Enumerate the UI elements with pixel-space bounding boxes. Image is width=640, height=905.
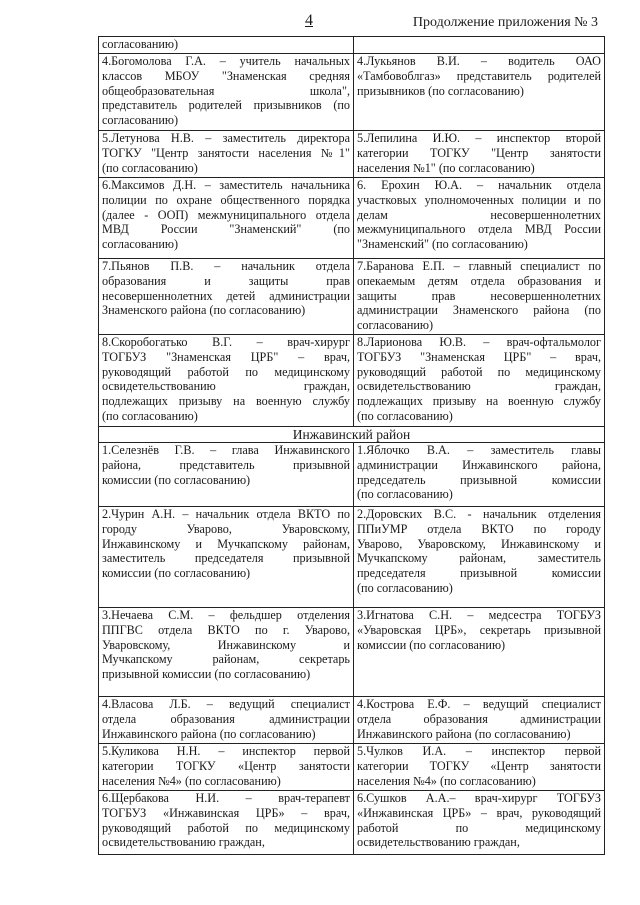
- cell-text-line: ТОГБУЗ «Инжавинская ЦРБ» – врач,: [102, 805, 350, 820]
- table-row: [99, 54, 605, 131]
- left-cell: [99, 335, 354, 427]
- cell-text-line: (по согласованию): [102, 160, 198, 175]
- cell-text-line: комиссии (по согласованию): [102, 472, 251, 487]
- cell-text-line: 7.Баранова Е.П. – главный специалист по: [357, 259, 601, 273]
- cell-text-line: защиты прав несовершеннолетних: [357, 288, 601, 303]
- cell-text-line: населения №4» (по согласованию): [102, 773, 281, 788]
- cell-text-line: Инжавинского района (по согласованию): [102, 726, 316, 741]
- cell-text-line: 6.Сушков А.А.– врач-хирург ТОГБУЗ: [357, 791, 601, 805]
- cell-text-line: подлежащих призыву на военную службу: [357, 394, 601, 409]
- cell-text-line: образования и защиты прав: [102, 273, 350, 288]
- table-row: [99, 744, 605, 791]
- cell-text-line: 3.Игнатова С.Н. – медсестра ТОГБУЗ: [357, 608, 601, 622]
- table-row: [99, 697, 605, 744]
- cell-text-line: городу Уварово, Уваровскому,: [102, 521, 350, 536]
- cell-text-line: (по согласованию): [102, 408, 198, 423]
- district-heading: Инжавинский район: [99, 427, 605, 443]
- cell-text-line: ТОГКУ "Центр занятости населения №1": [102, 145, 350, 160]
- cell-text-line: «Инжавинская ЦРБ» – врач, руководящий: [357, 805, 601, 820]
- page-number: 4: [305, 12, 313, 29]
- cell-text-line: ТОГБУЗ "Знаменская ЦРБ" – врач,: [357, 349, 601, 364]
- right-cell: [354, 744, 605, 791]
- left-cell: [99, 54, 354, 131]
- cell-text-line: (по согласованию): [357, 580, 453, 595]
- right-cell: [354, 54, 605, 131]
- cell-text-line: общеобразовательная школа",: [102, 83, 350, 98]
- cell-text-line: 1.Селезнёв Г.В. – глава Инжавинского: [102, 443, 350, 457]
- cell-text-line: «Тамбовоблгаз» представитель родителей: [357, 68, 601, 83]
- cell-text-line: руководящий работой по медицинскому: [102, 364, 350, 379]
- page-header: [0, 0, 640, 36]
- cell-text-line: заместитель председателя призывной: [102, 551, 350, 566]
- cell-text-line: председателя призывной комиссии: [357, 566, 601, 581]
- cell-text-line: категории ТОГКУ «Центр занятости: [102, 758, 350, 773]
- cell-text-line: участковых уполномоченных полиции и по: [357, 192, 601, 207]
- cell-text-line: согласованию): [102, 37, 179, 51]
- table-row: [99, 791, 605, 855]
- cell-text-line: Уваровскому, Инжавинскому и: [102, 637, 350, 652]
- cell-text-line: 8.Скоробогатько В.Г. – врач-хирург: [102, 335, 350, 349]
- table-row: [99, 259, 605, 335]
- cell-text-line: комиссии (по согласованию): [102, 566, 251, 581]
- table-row: [99, 37, 605, 54]
- cell-text-line: Мучкапскому районам, секретарь: [102, 652, 350, 667]
- right-cell: [354, 335, 605, 427]
- commission-members-table: [98, 36, 605, 855]
- right-cell: [354, 131, 605, 178]
- right-cell: [354, 608, 605, 697]
- cell-text-line: МВД России "Знаменский" (по: [102, 222, 350, 237]
- right-cell: [354, 37, 605, 54]
- cell-text-line: 6.Щербакова Н.И. – врач-терапевт: [102, 791, 350, 805]
- table-row: [99, 443, 605, 507]
- left-cell: [99, 697, 354, 744]
- cell-text-line: Знаменского района (по согласованию): [102, 303, 306, 318]
- cell-text-line: 4.Лукьянов В.И. – водитель ОАО: [357, 54, 601, 68]
- cell-text-line: межмуниципального отдела МВД России: [357, 222, 601, 237]
- right-cell: [354, 178, 605, 259]
- cell-text-line: «Уваровская ЦРБ», секретарь призывной: [357, 622, 601, 637]
- cell-text-line: Инжавинского района (по согласованию): [357, 726, 571, 741]
- cell-text-line: Инжавинскому и Мучкапскому районам,: [102, 536, 350, 551]
- cell-text-line: освидетельствованию граждан,: [357, 835, 520, 850]
- cell-text-line: 2.Доровских В.С. - начальник отделения: [357, 507, 601, 521]
- right-cell: [354, 791, 605, 855]
- cell-text-line: согласованию): [102, 113, 179, 128]
- cell-text-line: Мучкапскому районам, заместитель: [357, 551, 601, 566]
- cell-text-line: администрации Инжавинского района,: [357, 457, 601, 472]
- table-row: [99, 131, 605, 178]
- cell-text-line: комиссии (по согласованию): [357, 637, 506, 652]
- cell-text-line: (далее - ООП) межмуниципального отдела: [102, 207, 350, 222]
- cell-text-line: 5.Летунова Н.В. – заместитель директора: [102, 131, 350, 145]
- cell-text-line: освидетельствованию граждан,: [102, 835, 265, 850]
- cell-text-line: 5.Лепилина И.Ю. – инспектор второй: [357, 131, 601, 145]
- cell-text-line: призывной комиссии (по согласованию): [102, 667, 311, 682]
- cell-text-line: 4.Власова Л.Б. – ведущий специалист: [102, 697, 350, 711]
- cell-text-line: ППиУМР отдела ВКТО по городу: [357, 521, 601, 536]
- right-cell: [354, 697, 605, 744]
- table-row: [99, 335, 605, 427]
- cell-text-line: председатель призывной комиссии: [357, 472, 601, 487]
- cell-text-line: 4.Богомолова Г.А. – учитель начальных: [102, 54, 350, 68]
- cell-text-line: 7.Пьянов П.В. – начальник отдела: [102, 259, 350, 273]
- cell-text-line: ППГВС отдела ВКТО по г. Уварово,: [102, 622, 350, 637]
- cell-text-line: отдела образования администрации: [102, 711, 350, 726]
- cell-text-line: 1.Яблочко В.А. – заместитель главы: [357, 443, 601, 457]
- cell-text-line: классов МБОУ "Знаменская средняя: [102, 68, 350, 83]
- cell-text-line: (по согласованию): [357, 408, 453, 423]
- cell-text-line: 2.Чурин А.Н. – начальник отдела ВКТО по: [102, 507, 350, 521]
- cell-text-line: представитель родителей призывников (по: [102, 98, 350, 113]
- cell-text-line: 5.Чулков И.А. – инспектор первой: [357, 744, 601, 758]
- cell-text-line: согласованию): [357, 318, 434, 333]
- cell-text-line: "Знаменский" (по согласованию): [357, 237, 528, 252]
- cell-text-line: отдела образования администрации: [357, 711, 601, 726]
- left-cell: [99, 608, 354, 697]
- cell-text-line: подлежащих призыву на военную службу: [102, 394, 350, 409]
- left-cell: [99, 744, 354, 791]
- cell-text-line: опекаемым детям отдела образования и: [357, 273, 601, 288]
- cell-text-line: освидетельствованию граждан,: [357, 379, 601, 394]
- left-cell: [99, 443, 354, 507]
- cell-text-line: руководящий работой по медицинскому: [102, 820, 350, 835]
- district-row: [99, 427, 605, 443]
- table-row: [99, 178, 605, 259]
- table-row: [99, 608, 605, 697]
- right-cell: [354, 507, 605, 608]
- left-cell: [99, 507, 354, 608]
- cell-text-line: Уварово, Уваровскому, Инжавинскому и: [357, 536, 601, 551]
- cell-text-line: 6. Ерохин Ю.А. – начальник отдела: [357, 178, 601, 192]
- cell-text-line: полиции по охране общественного порядка: [102, 192, 350, 207]
- cell-text-line: 6.Максимов Д.Н. – заместитель начальника: [102, 178, 350, 192]
- cell-text-line: 4.Кострова Е.Ф. – ведущий специалист: [357, 697, 601, 711]
- cell-text-line: (по согласованию): [357, 487, 453, 502]
- cell-text-line: населения №4» (по согласованию): [357, 773, 536, 788]
- cell-text-line: 8.Ларионова Ю.В. – врач-офтальмолог: [357, 335, 601, 349]
- cell-text-line: 5.Куликова Н.Н. – инспектор первой: [102, 744, 350, 758]
- table-row: [99, 507, 605, 608]
- right-cell: [354, 259, 605, 335]
- cell-text-line: 3.Нечаева С.М. – фельдшер отделения: [102, 608, 350, 622]
- cell-text-line: делам несовершеннолетних: [357, 207, 601, 222]
- cell-text-line: категории ТОГКУ "Центр занятости: [357, 145, 601, 160]
- cell-text-line: согласованию): [102, 237, 179, 252]
- cell-text-line: категории ТОГКУ «Центр занятости: [357, 758, 601, 773]
- cell-text-line: района, представитель призывной: [102, 457, 350, 472]
- left-cell: [99, 131, 354, 178]
- cell-text-line: администрации Знаменского района (по: [357, 303, 601, 318]
- cell-text-line: населения №1" (по согласованию): [357, 160, 535, 175]
- cell-text-line: освидетельствованию граждан,: [102, 379, 350, 394]
- appendix-continuation-label: Продолжение приложения № 3: [412, 15, 598, 30]
- cell-text-line: ТОГБУЗ "Знаменская ЦРБ" – врач,: [102, 349, 350, 364]
- left-cell: [99, 37, 354, 54]
- left-cell: [99, 259, 354, 335]
- cell-text-line: руководящий работой по медицинскому: [357, 364, 601, 379]
- right-cell: [354, 443, 605, 507]
- left-cell: [99, 178, 354, 259]
- left-cell: [99, 791, 354, 855]
- cell-text-line: призывников (по согласованию): [357, 83, 524, 98]
- cell-text-line: работой по медицинскому: [357, 820, 601, 835]
- cell-text-line: несовершеннолетних детей администрации: [102, 288, 350, 303]
